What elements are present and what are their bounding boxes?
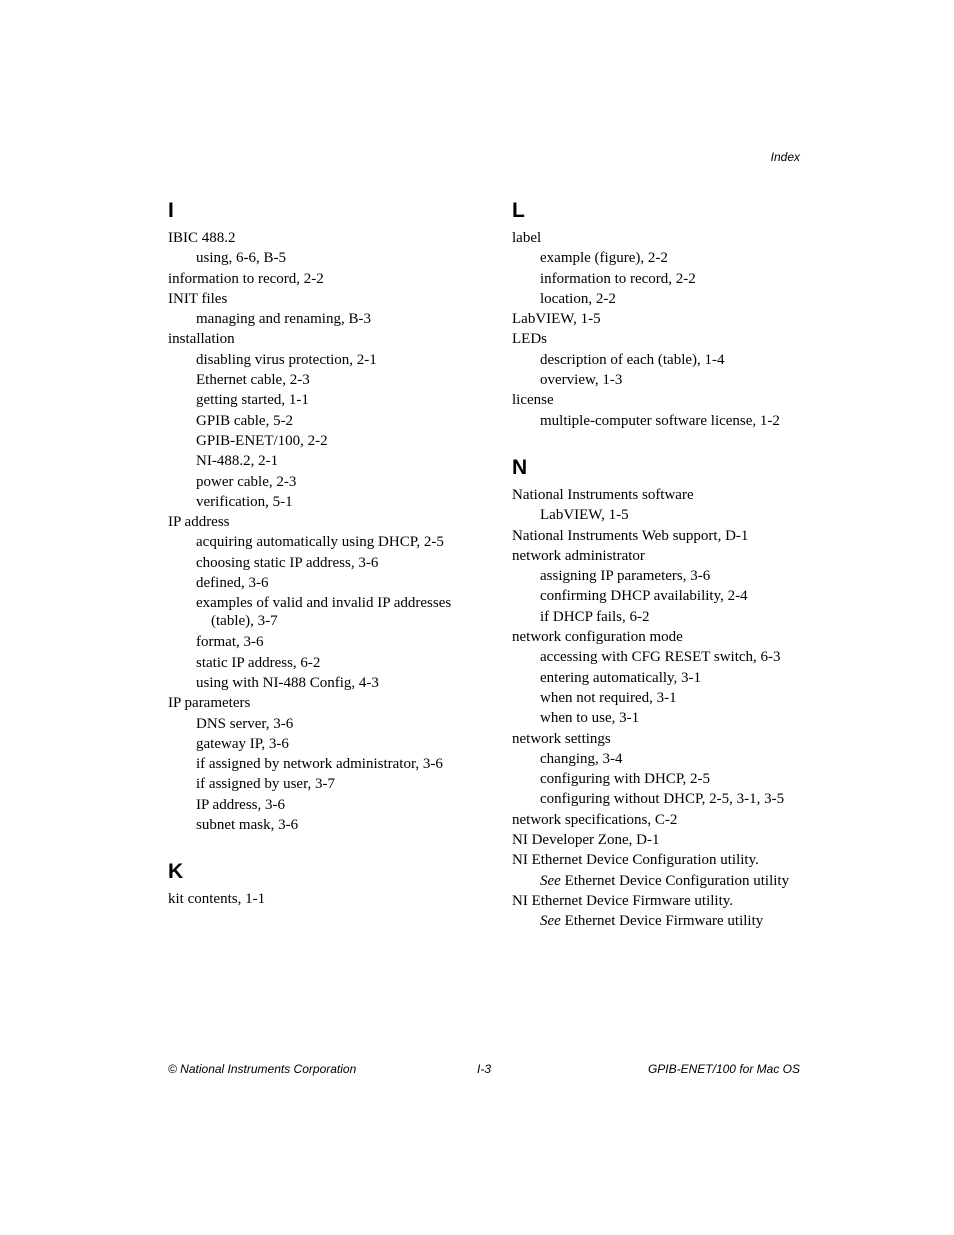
index-entry-term: network specifications, C-2 <box>512 811 678 828</box>
index-entry-term: National Instruments software <box>512 486 694 503</box>
index-entry <box>168 329 468 512</box>
index-subentry: IP address, 3-6 <box>196 796 286 813</box>
index-entry-term: INIT files <box>168 290 228 307</box>
index-entry <box>168 889 468 909</box>
index-subentry: GPIB-ENET/100, 2-2 <box>196 432 328 449</box>
index-subentry: disabling virus protection, 2-1 <box>196 351 377 368</box>
index-entry-term: label <box>512 230 542 246</box>
index-entry <box>512 810 812 830</box>
index-entry-term: license <box>512 392 554 409</box>
index-subentry: format, 3-6 <box>196 634 264 651</box>
index-subentry: location, 2-2 <box>540 290 616 307</box>
footer-product-name: GPIB-ENET/100 for Mac OS <box>647 1062 800 1076</box>
index-entry-term: IP parameters <box>168 695 251 712</box>
index-entry <box>168 512 468 693</box>
page-header-title: Index <box>770 150 800 164</box>
index-subentry: accessing with CFG RESET switch, 6-3 <box>540 649 781 666</box>
index-subentry: if assigned by network administrator, 3-6 <box>196 756 443 773</box>
index-subentry: DNS server, 3-6 <box>196 715 294 732</box>
index-subentry: gateway IP, 3-6 <box>196 735 289 752</box>
index-entry <box>512 526 812 546</box>
index-entry-term: IP address <box>168 514 230 531</box>
index-entry <box>168 289 468 330</box>
index-subentry: power cable, 2-3 <box>196 473 297 490</box>
index-subentry: acquiring automatically using DHCP, 2-5 <box>196 534 444 551</box>
index-subentry: defined, 3-6 <box>196 575 269 592</box>
index-entry <box>168 228 468 269</box>
index-section <box>512 455 812 932</box>
index-subentry: verification, 5-1 <box>196 493 293 510</box>
see-reference-target: Ethernet Device Configuration utility <box>564 872 790 889</box>
index-entry-term: LEDs <box>512 331 547 348</box>
index-entry-term: NI Ethernet Device Firmware utility. <box>512 892 734 909</box>
section-letter: L <box>512 199 525 222</box>
index-entry-term: NI Developer Zone, D-1 <box>512 832 660 849</box>
index-subentry: example (figure), 2-2 <box>540 250 668 267</box>
index-subentry: changing, 3-4 <box>540 750 623 767</box>
index-entry <box>512 485 812 526</box>
index-entry <box>512 830 812 850</box>
index-subentry: choosing static IP address, 3-6 <box>196 554 379 571</box>
index-subentry: if DHCP fails, 6-2 <box>540 608 650 625</box>
index-entry-term: information to record, 2-2 <box>168 270 324 287</box>
see-reference-target: Ethernet Device Firmware utility <box>564 913 764 930</box>
section-letter: K <box>168 860 184 884</box>
index-subentry: configuring with DHCP, 2-5 <box>540 771 710 788</box>
index-subentry <box>512 871 812 891</box>
index-subentry: multiple-computer software license, 1-2 <box>540 412 780 429</box>
index-subentry: if assigned by user, 3-7 <box>196 776 335 793</box>
section-letter: I <box>168 199 174 222</box>
index-section <box>168 859 468 909</box>
index-entry-term: NI Ethernet Device Configuration utility. <box>512 852 759 869</box>
section-letter: N <box>512 455 528 479</box>
index-entry <box>512 891 812 932</box>
index-section <box>168 198 468 835</box>
index-entry <box>168 693 468 835</box>
index-subentry: using, 6-6, B-5 <box>196 250 286 267</box>
index-column-right <box>512 198 812 956</box>
index-entry-term: network settings <box>512 730 611 747</box>
index-subentry: entering automatically, 3-1 <box>540 669 702 686</box>
index-entry <box>512 729 812 810</box>
see-reference-word: See <box>540 872 561 889</box>
index-subentry: description of each (table), 1-4 <box>540 351 725 368</box>
index-section <box>512 198 812 431</box>
index-entry-term: installation <box>168 331 235 348</box>
index-subentry: subnet mask, 3-6 <box>196 817 299 834</box>
index-subentry: managing and renaming, B-3 <box>196 311 371 328</box>
index-entry-term: network administrator <box>512 547 645 564</box>
index-subentry: examples of valid and invalid IP addresses (table), 3-7 <box>196 595 452 630</box>
index-subentry: configuring without DHCP, 2-5, 3-1, 3-5 <box>540 791 785 808</box>
index-entry <box>512 329 812 390</box>
index-entry <box>512 390 812 431</box>
index-subentry: Ethernet cable, 2-3 <box>196 372 310 389</box>
index-subentry: getting started, 1-1 <box>196 392 309 409</box>
see-reference-word: See <box>540 913 561 930</box>
index-entry-term: network configuration mode <box>512 629 683 646</box>
index-subentry: confirming DHCP availability, 2-4 <box>540 588 748 605</box>
index-entry <box>168 269 468 289</box>
index-subentry <box>512 911 812 931</box>
index-subentry: using with NI-488 Config, 4-3 <box>196 674 379 691</box>
index-subentry: NI-488.2, 2-1 <box>196 453 279 470</box>
index-subentry: GPIB cable, 5-2 <box>196 412 294 429</box>
index-subentry: when not required, 3-1 <box>540 689 677 706</box>
index-subentry: overview, 1-3 <box>540 372 623 389</box>
index-entry <box>512 627 812 728</box>
index-entry <box>512 850 812 891</box>
index-subentry: LabVIEW, 1-5 <box>540 507 629 524</box>
index-subentry: static IP address, 6-2 <box>196 654 321 671</box>
index-subentry: when to use, 3-1 <box>540 710 640 727</box>
index-entry <box>512 309 812 329</box>
footer-copyright: © National Instruments Corporation <box>168 1062 357 1076</box>
index-subentry: assigning IP parameters, 3-6 <box>540 568 711 585</box>
index-column-left <box>168 198 468 934</box>
index-entry <box>512 546 812 627</box>
index-entry <box>512 228 812 309</box>
footer-page-number: I-3 <box>477 1062 492 1076</box>
index-entry-term: National Instruments Web support, D-1 <box>512 527 749 544</box>
index-subentry: information to record, 2-2 <box>540 270 696 287</box>
index-entry-term: IBIC 488.2 <box>168 230 236 246</box>
index-entry-term: kit contents, 1-1 <box>168 891 266 908</box>
index-entry-term: LabVIEW, 1-5 <box>512 311 601 328</box>
